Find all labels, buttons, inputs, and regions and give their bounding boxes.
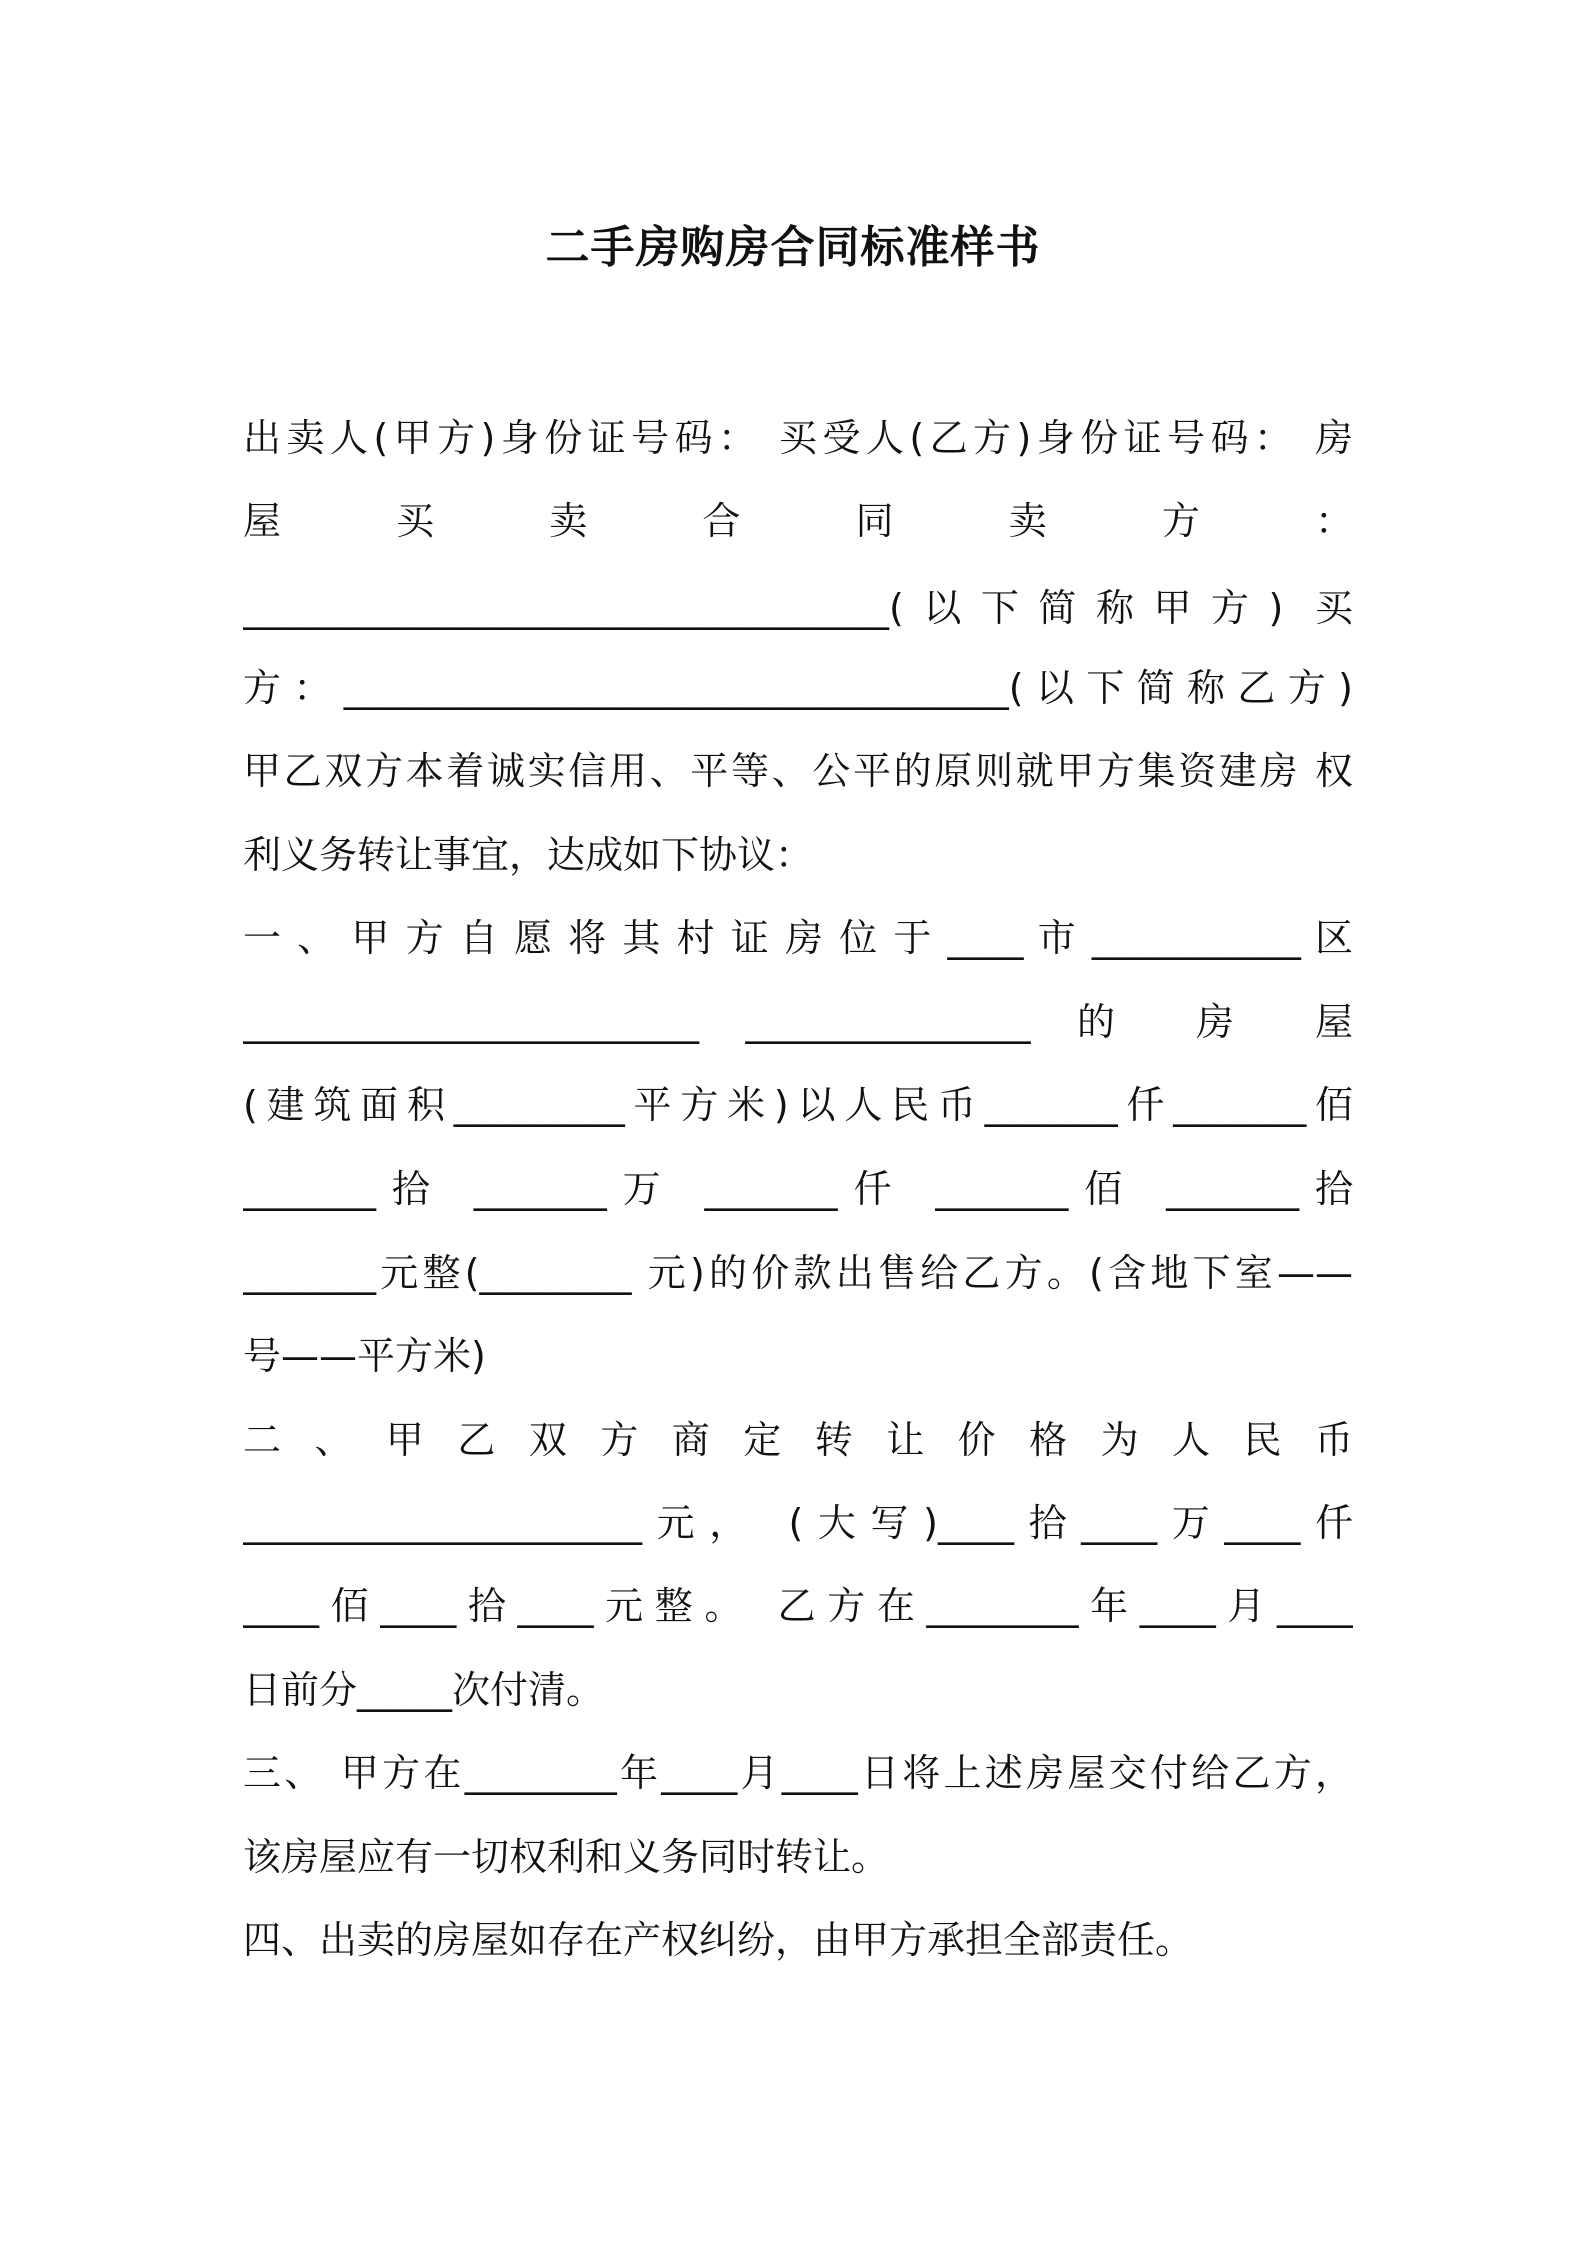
clause-line: __________________________________(以下简称甲方) 买 <box>243 586 1353 630</box>
clause-line: 甲乙双方本着诚实信用、平等、公平的原则就甲方集资建房 权 <box>243 749 1353 793</box>
clause-line: ________________________ _______________ 的 房 屋 <box>243 1000 1353 1044</box>
clause-line: ____佰____拾____元整。 乙方在________年____月____ <box>243 1584 1353 1628</box>
clause-line: 利义务转让事宜，达成如下协议： <box>243 833 814 877</box>
clause-line: 出卖人(甲方)身份证号码： 买受人(乙方)身份证号码： 房 <box>243 416 1353 460</box>
clause-line: _______拾 _______万 _______仟 _______佰 _______拾 <box>243 1167 1353 1211</box>
clause-line: 号——平方米) <box>243 1334 486 1378</box>
document-title: 二手房购房合同标准样书 <box>545 222 1041 273</box>
clause-line: 该房屋应有一切权利和义务同时转让。 <box>243 1835 890 1879</box>
clause-line: _______元整(________ 元)的价款出售给乙方。(含地下室—— <box>243 1251 1353 1295</box>
clause-line: _____________________元， (大写)____拾____万____仟 <box>243 1501 1353 1545</box>
clause-line: 屋 买 卖 合 同 卖 方 ： <box>243 499 1353 543</box>
clause-line: 三、 甲方在________年____月____日将上述房屋交付给乙方， <box>243 1751 1353 1795</box>
clause-line: 四、出卖的房屋如存在产权纠纷，由甲方承担全部责任。 <box>243 1918 1194 1962</box>
clause-line: 二 、 甲 乙 双 方 商 定 转 让 价 格 为 人 民 币 <box>243 1418 1353 1462</box>
clause-line: (建筑面积_________平方米)以人民币_______仟_______佰 <box>243 1083 1353 1127</box>
clause-line: 方：___________________________________(以下简称乙方) <box>243 666 1353 710</box>
clause-line: 一 、 甲 方 自 愿 将 其 村 证 房 位 于 ____ 市 ___________ 区 <box>243 916 1353 960</box>
clause-line: 日前分_____次付清。 <box>243 1668 605 1712</box>
